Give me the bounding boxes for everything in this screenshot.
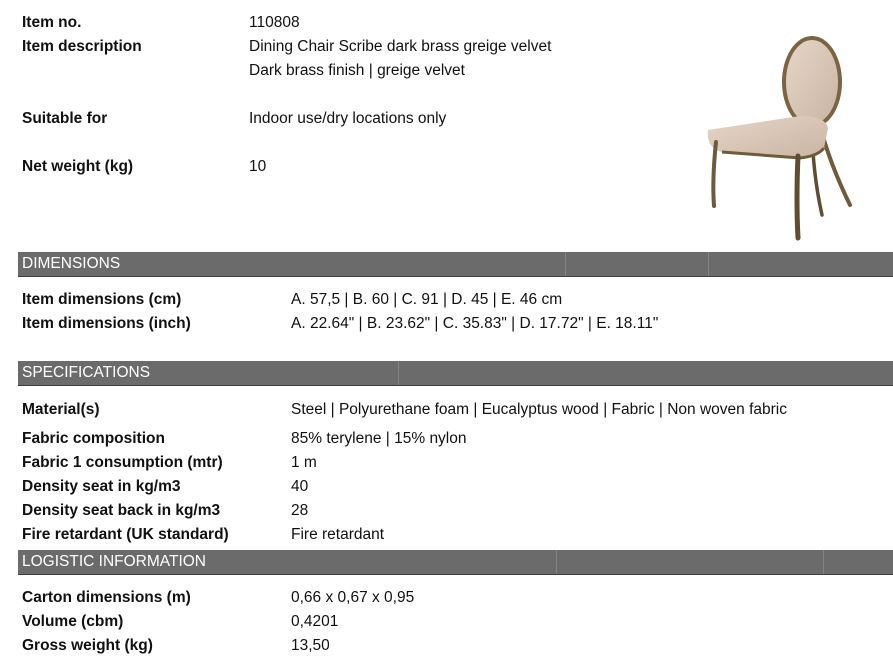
- net-weight-label: Net weight (kg): [22, 158, 134, 175]
- spec-row-value: 40: [291, 478, 309, 495]
- item-description-line1: Dining Chair Scribe dark brass greige velvet: [249, 38, 552, 55]
- suitable-for-value: Indoor use/dry locations only: [249, 110, 447, 127]
- specifications-title: SPECIFICATIONS: [22, 364, 151, 381]
- suitable-for-label: Suitable for: [22, 110, 108, 127]
- spec-row-label: Density seat in kg/m3: [22, 478, 181, 495]
- logistics-row-value: 0,4201: [291, 613, 339, 630]
- dimensions-section-header: [18, 252, 893, 277]
- logistics-row-label: Volume (cbm): [22, 613, 124, 630]
- spec-row-label: Density seat back in kg/m3: [22, 502, 221, 519]
- logistics-title: LOGISTIC INFORMATION: [22, 553, 206, 570]
- net-weight-value: 10: [249, 158, 267, 175]
- logistics-row-label: Carton dimensions (m): [22, 589, 191, 606]
- spec-row-label: Material(s): [22, 401, 100, 418]
- spec-row-value: 85% terylene | 15% nylon: [291, 430, 467, 447]
- dimensions-row-label: Item dimensions (cm): [22, 291, 182, 308]
- spec-row-value: 1 m: [291, 454, 317, 471]
- dimensions-row-value: A. 22.64" | B. 23.62" | C. 35.83" | D. 17.72" | E. 18.11": [291, 315, 659, 332]
- dimensions-row-label: Item dimensions (inch): [22, 315, 191, 332]
- logistics-section-header: [18, 550, 893, 575]
- spec-row-value: Steel | Polyurethane foam | Eucalyptus wood | Fabric | Non woven fabric: [291, 401, 787, 418]
- logistics-row-label: Gross weight (kg): [22, 637, 153, 654]
- spec-row-value: Fire retardant: [291, 526, 385, 543]
- logistics-row-value: 0,66 x 0,67 x 0,95: [291, 589, 415, 606]
- specifications-section-header: [18, 361, 893, 386]
- spec-row-label: Fire retardant (UK standard): [22, 526, 229, 543]
- item-no-label: Item no.: [22, 14, 82, 31]
- spec-row-label: Fabric composition: [22, 430, 165, 447]
- dimensions-row-value: A. 57,5 | B. 60 | C. 91 | D. 45 | E. 46 cm: [291, 291, 563, 308]
- spec-row-value: 28: [291, 502, 309, 519]
- dimensions-title: DIMENSIONS: [22, 255, 121, 272]
- item-description-line2: Dark brass finish | greige velvet: [249, 62, 465, 79]
- spec-row-label: Fabric 1 consumption (mtr): [22, 454, 223, 471]
- item-no-value: 110808: [249, 14, 300, 31]
- logistics-row-value: 13,50: [291, 637, 330, 654]
- item-description-label: Item description: [22, 38, 142, 55]
- chair-product-image: [700, 30, 860, 242]
